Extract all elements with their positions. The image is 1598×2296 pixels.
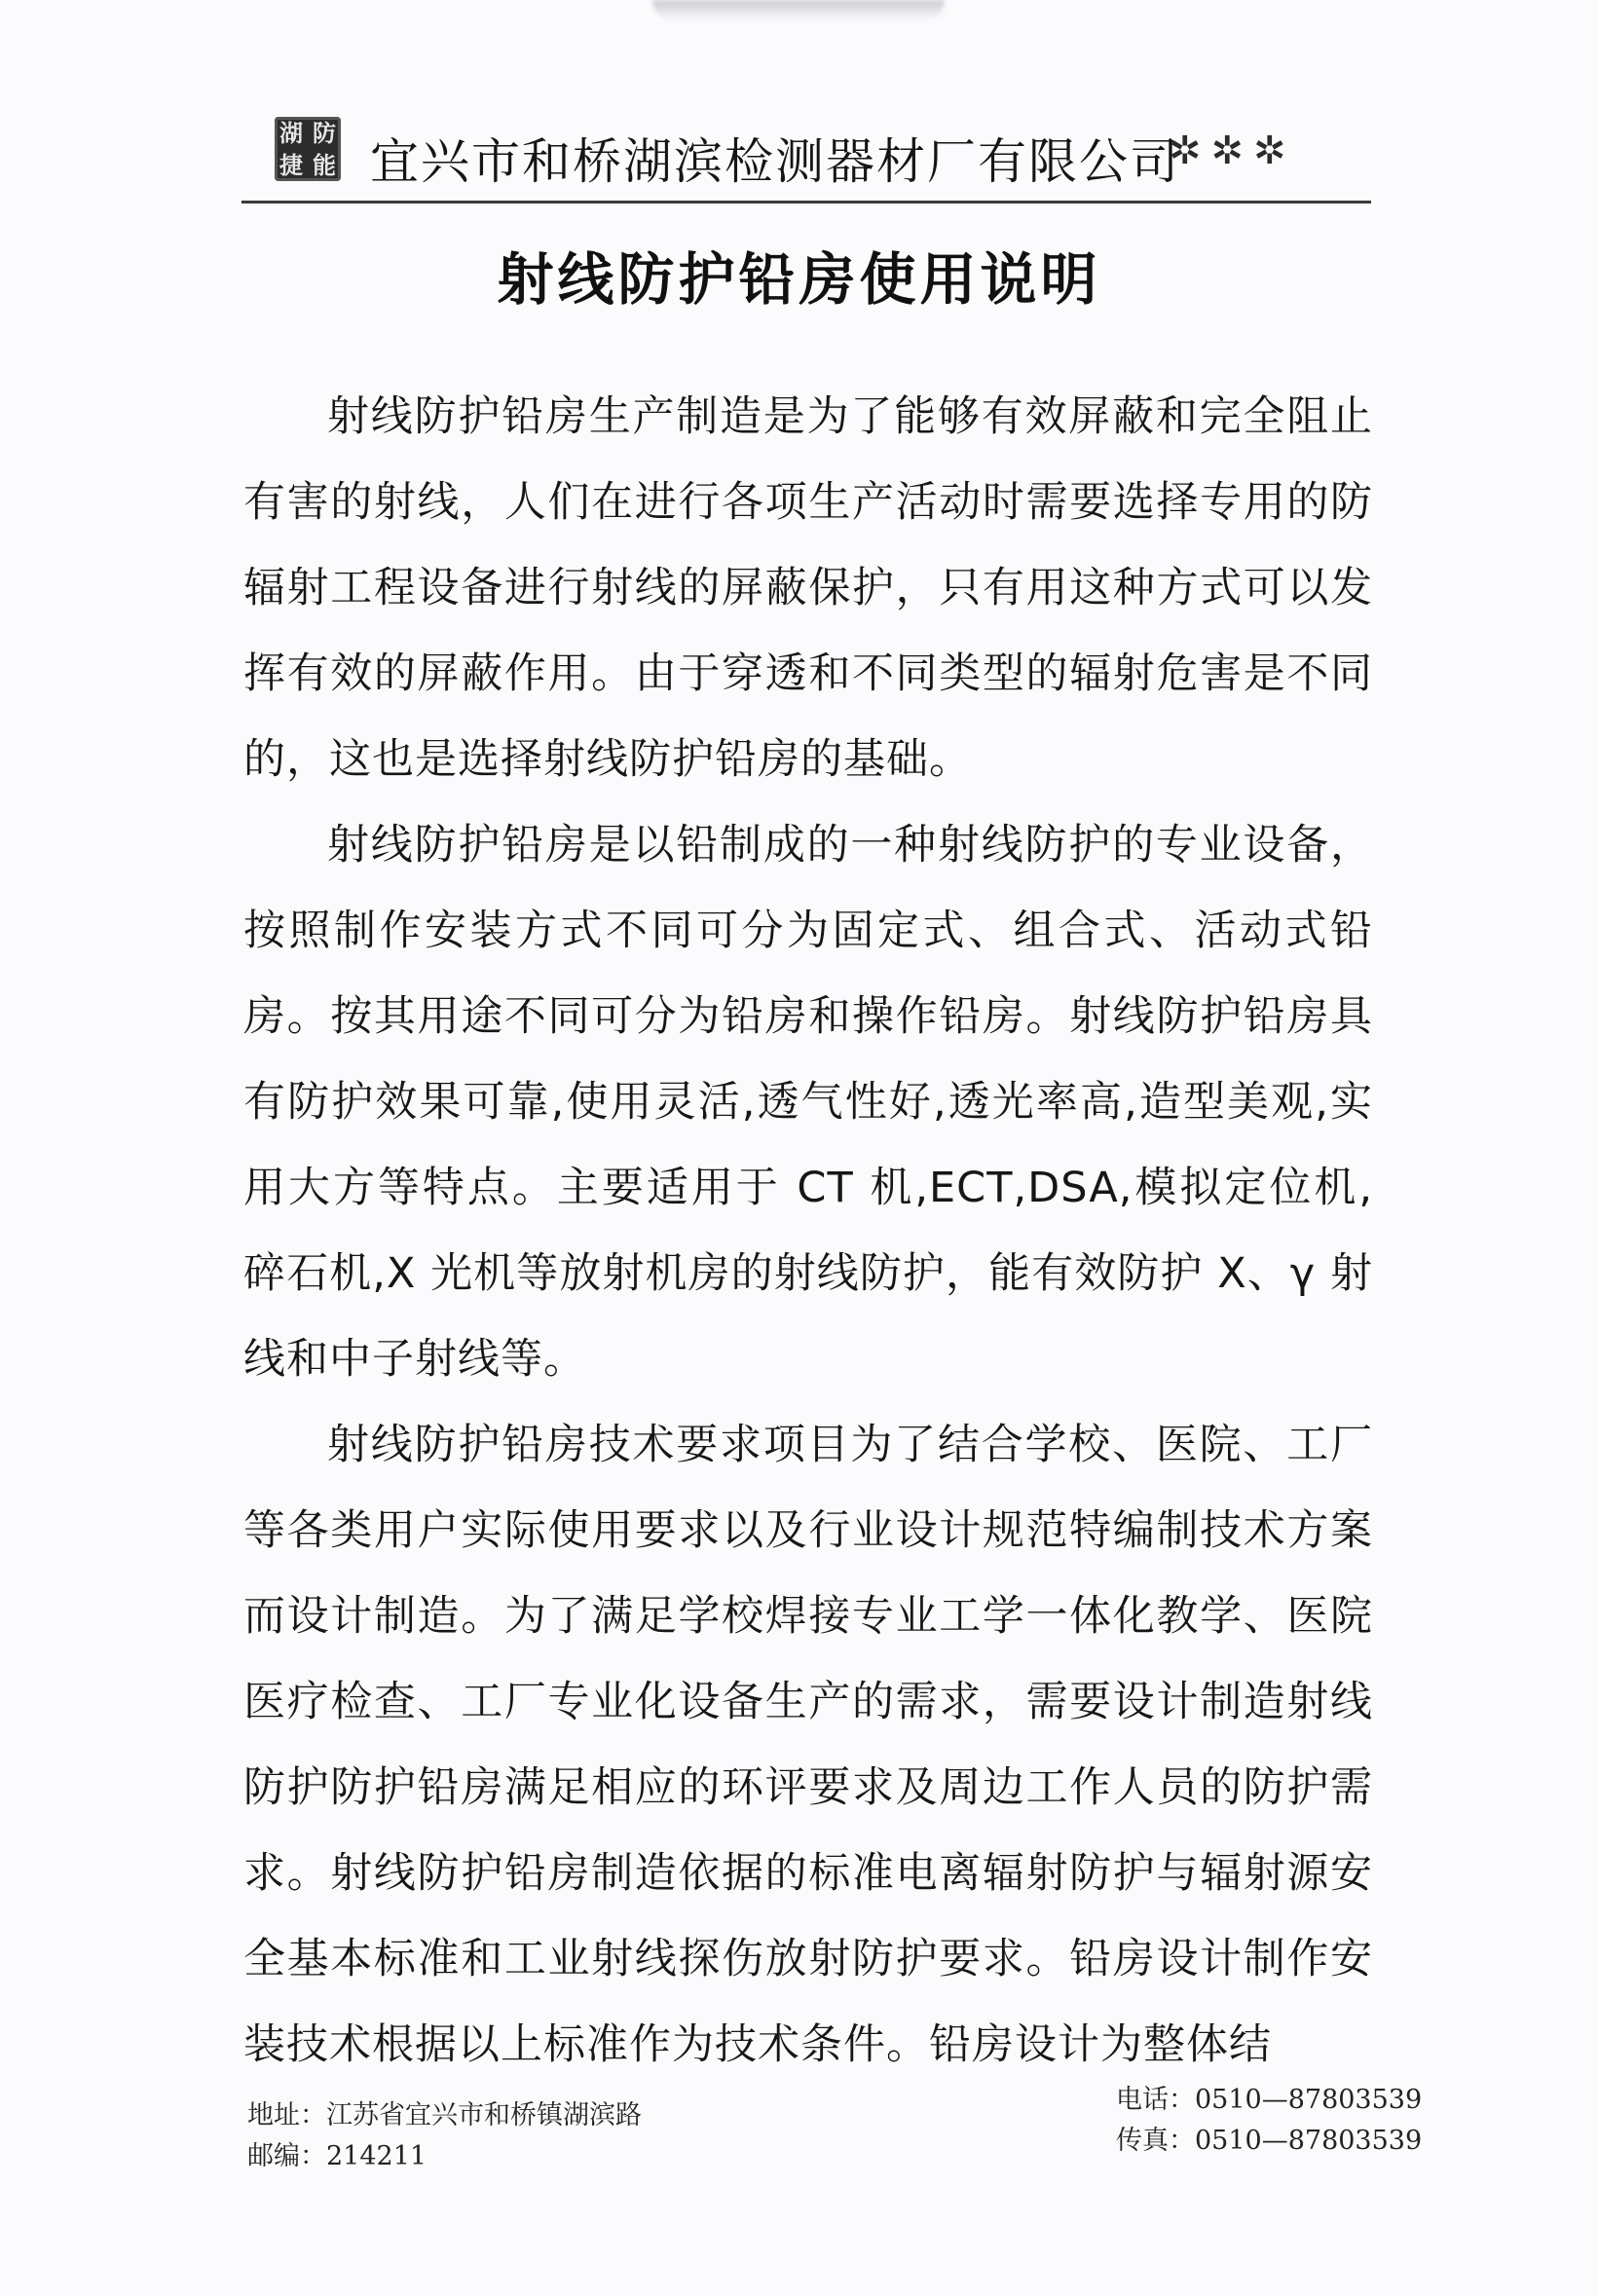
scan-smudge	[652, 0, 945, 21]
paragraph: 射线防护铅房生产制造是为了能够有效屏蔽和完全阻止有害的射线，人们在进行各项生产活动时需要选择专用的防辐射工程设备进行射线的屏蔽保护，只有用这种方式可以发挥有效的屏蔽作用。由于穿透和不同类型的辐射危害是不同的，这也是选择射线防护铅房的基础。	[243, 392, 1373, 784]
header-divider	[242, 201, 1371, 204]
letterhead	[275, 115, 1375, 193]
paragraph: 射线防护铅房是以铅制成的一种射线防护的专业设备，按照制作安装方式不同可分为固定式、组合式、活动式铅房。按其用途不同可分为铅房和操作铅房。射线防护铅房具有防护效果可靠,使用灵活,透气性好,透光率高,造型美观,实用大方等特点。主要适用于 CT 机,ECT,DSA,模拟定位机,碎石机,X 光机等放射机房的射线防护，能有效防护 X、γ 射线和中子射线等。	[243, 821, 1373, 1384]
decorative-stars: ✲✲✲	[1169, 129, 1296, 173]
logo-char: 防	[313, 119, 336, 147]
footer-address: 地址：江苏省宜兴市和桥镇湖滨路	[247, 2100, 642, 2130]
document-title: 射线防护铅房使用说明	[497, 246, 1101, 313]
logo-char: 湖	[279, 119, 303, 147]
paragraph: 射线防护铅房技术要求项目为了结合学校、医院、工厂等各类用户实际使用要求以及行业设计规范特编制技术方案而设计制造。为了满足学校焊接专业工学一体化教学、医院医疗检查、工厂专业化设备生产的需求，需要设计制造射线防护防护铅房满足相应的环评要求及周边工作人员的防护需求。射线防护铅房制造依据的标准电离辐射防护与辐射源安全基本标准和工业射线探伤放射防护要求。铅房设计制作安装技术根据以上标准作为技术条件。铅房设计为整体结	[243, 1421, 1373, 2069]
footer-address-block	[247, 2095, 642, 2177]
footer-phone: 电话：0510—87803539	[1116, 2085, 1423, 2115]
company-name: 宜兴市和桥湖滨检测器材厂有限公司	[370, 133, 1180, 190]
logo-char: 捷	[279, 151, 303, 179]
footer-postcode: 邮编：214211	[247, 2141, 427, 2171]
footer-contact-block	[1116, 2080, 1422, 2162]
company-logo	[275, 117, 341, 181]
logo-char: 能	[313, 151, 336, 179]
document-body	[243, 374, 1373, 2088]
footer-fax: 传真：0510—87803539	[1116, 2126, 1423, 2156]
